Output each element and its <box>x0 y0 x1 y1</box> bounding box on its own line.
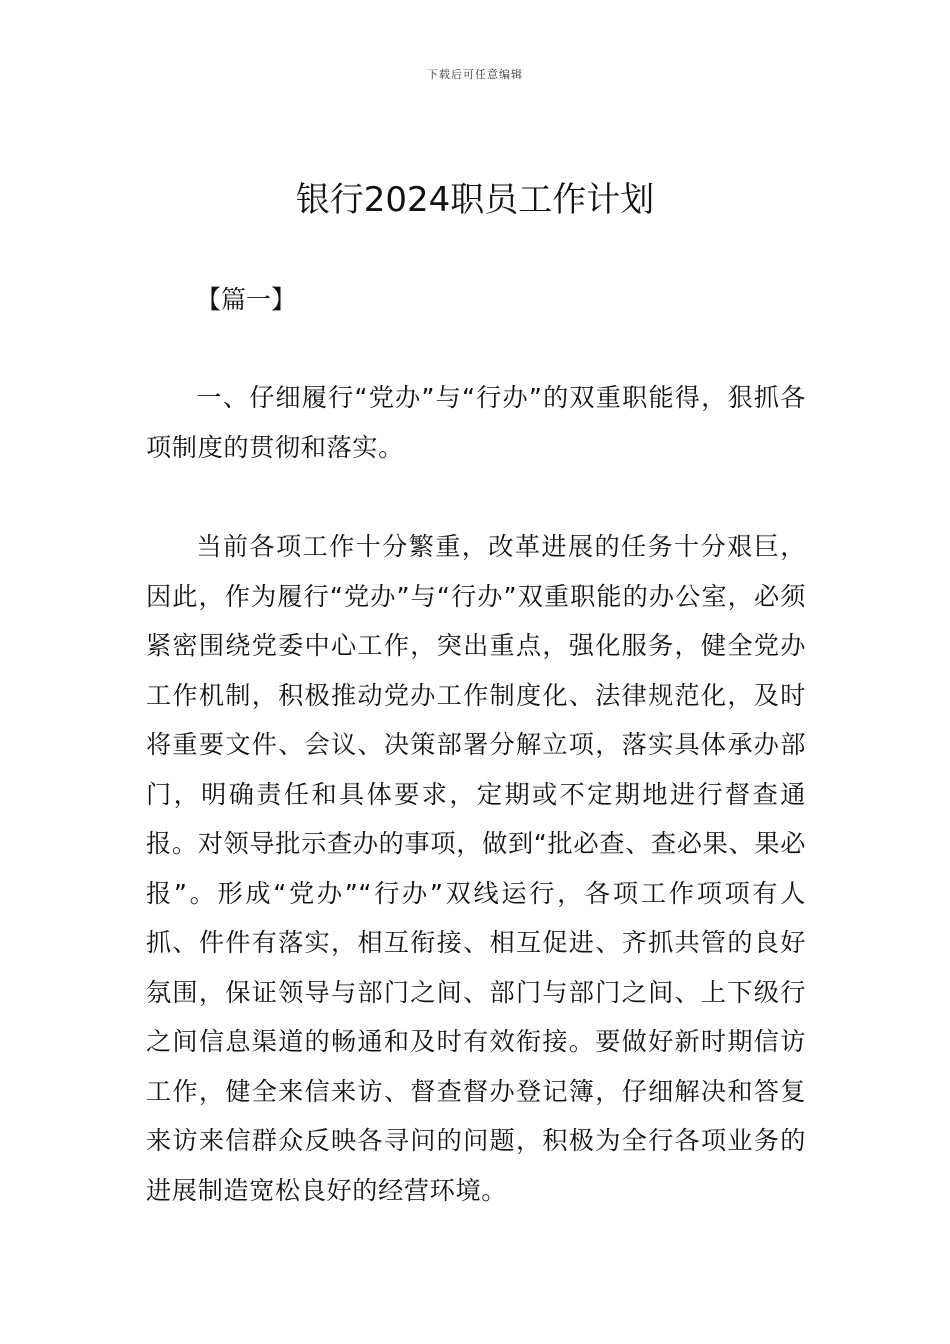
paragraph: 一、仔细履行“党办”与“行办”的双重职能得，狠抓各项制度的贯彻和落实。 <box>146 383 806 462</box>
page-header-note: 下载后可任意编辑 <box>427 68 523 81</box>
document-title: 银行2024职员工作计划 <box>295 180 655 220</box>
section-label: 【篇一】 <box>196 285 297 314</box>
paragraph: 当前各项工作十分繁重，改革进展的任务十分艰巨，因此，作为履行“党办”与“行办”双重职能的办公室，必须紧密围绕党委中心工作，突出重点，强化服务，健全党办工作机制，积极推动党办工作制度化、法律规范化，及时将重要文件、会议、决策部署分解立项，落实具体承办部门，明确责任和具体要求，定期或不定期地进行督查通报。对领导批示查办的事项，做到“批必查、查必果、果必报”。形成“党办”“行办”双线运行，各项工作项项有人抓、件件有落实，相互衔接、相互促进、齐抓共管的良好氛围，保证领导与部门之间、部门与部门之间、上下级行之间信息渠道的畅通和及时有效衔接。要做好新时期信访工作，健全来信来访、督查督办登记簿，仔细解决和答复来访来信群众反映各寻问的问题，积极为全行各项业务的进展制造宽松良好的经营环境。 <box>146 532 806 1205</box>
